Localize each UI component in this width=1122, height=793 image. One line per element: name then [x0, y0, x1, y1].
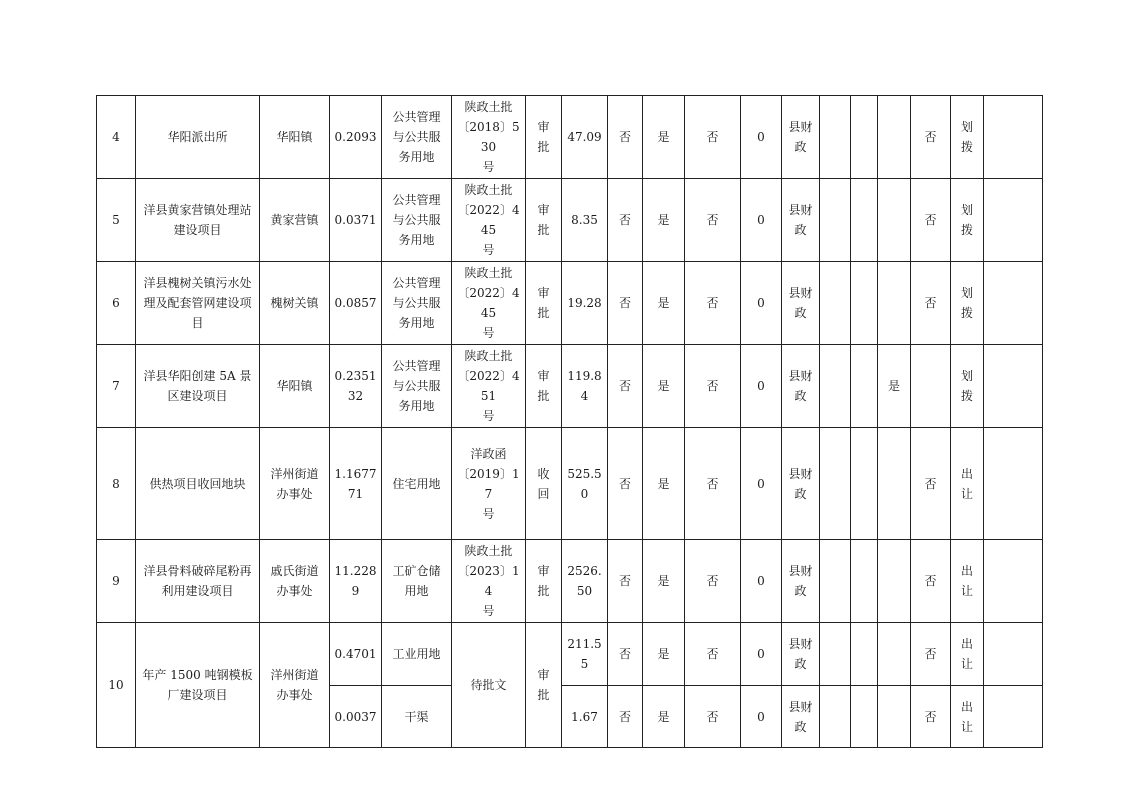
cell-e3	[878, 428, 911, 540]
cell-e3	[878, 540, 911, 623]
cell-empty	[820, 428, 851, 540]
cell-area: 0.2351 32	[330, 345, 382, 428]
cell-c1: 否	[608, 345, 643, 428]
cell-approval-doc: 陕政土批 〔2022〕451 号	[452, 345, 526, 428]
cell-approval-doc: 陕政土批 〔2023〕14 号	[452, 540, 526, 623]
cell-empty	[851, 179, 878, 262]
cell-approval-doc: 洋政函 〔2019〕17 号	[452, 428, 526, 540]
cell-project-name: 洋县槐树关镇污水处 理及配套管网建设项 目	[136, 262, 260, 345]
cell-c3: 否	[685, 179, 741, 262]
cell-e3	[878, 96, 911, 179]
cell-fund-source: 县财 政	[782, 623, 820, 686]
cell-c2: 是	[643, 345, 685, 428]
cell-land-use: 干渠	[382, 686, 452, 748]
cell-e4: 否	[911, 179, 951, 262]
cell-town: 黄家营镇	[260, 179, 330, 262]
cell-supply-method: 划 拨	[951, 345, 984, 428]
cell-fund-source: 县财 政	[782, 428, 820, 540]
cell-fund-source: 县财 政	[782, 96, 820, 179]
cell-town: 华阳镇	[260, 345, 330, 428]
cell-town: 华阳镇	[260, 96, 330, 179]
cell-e3	[878, 262, 911, 345]
cell-town: 洋州街道 办事处	[260, 623, 330, 748]
cell-fund-source: 县财 政	[782, 540, 820, 623]
cell-c2: 是	[643, 686, 685, 748]
cell-c2: 是	[643, 428, 685, 540]
cell-no: 10	[97, 623, 136, 748]
cell-c3: 否	[685, 623, 741, 686]
cell-empty	[984, 262, 1043, 345]
cell-supply-method: 划 拨	[951, 179, 984, 262]
cell-e4: 否	[911, 262, 951, 345]
cell-fund-source: 县财 政	[782, 262, 820, 345]
cell-fund-source: 县财 政	[782, 686, 820, 748]
cell-c1: 否	[608, 179, 643, 262]
cell-c3: 否	[685, 96, 741, 179]
table-row	[97, 540, 1043, 623]
cell-e4: 否	[911, 96, 951, 179]
cell-amount: 8.35	[562, 179, 608, 262]
cell-empty	[984, 96, 1043, 179]
cell-c3: 否	[685, 345, 741, 428]
cell-project-name: 华阳派出所	[136, 96, 260, 179]
cell-no: 5	[97, 179, 136, 262]
cell-supply-method: 划 拨	[951, 262, 984, 345]
cell-project-name: 供热项目收回地块	[136, 428, 260, 540]
cell-amount: 119.8 4	[562, 345, 608, 428]
table-row	[97, 345, 1043, 428]
cell-e4: 否	[911, 686, 951, 748]
table-row	[97, 96, 1043, 179]
cell-town: 槐树关镇	[260, 262, 330, 345]
cell-empty	[820, 179, 851, 262]
cell-e3	[878, 686, 911, 748]
cell-area: 0.4701	[330, 623, 382, 686]
cell-area: 0.2093	[330, 96, 382, 179]
cell-project-name: 洋县黄家营镇处理站 建设项目	[136, 179, 260, 262]
cell-e3	[878, 179, 911, 262]
cell-e3: 是	[878, 345, 911, 428]
table-row	[97, 623, 1043, 686]
cell-approval-doc: 待批文	[452, 623, 526, 748]
table-row	[97, 428, 1043, 540]
table-row	[97, 179, 1043, 262]
cell-area: 0.0371	[330, 179, 382, 262]
cell-supply-method: 划 拨	[951, 96, 984, 179]
cell-amount: 2526. 50	[562, 540, 608, 623]
cell-land-use: 公共管理 与公共服 务用地	[382, 345, 452, 428]
cell-empty	[851, 428, 878, 540]
cell-land-use: 公共管理 与公共服 务用地	[382, 96, 452, 179]
cell-approval-type: 审 批	[526, 540, 562, 623]
cell-c1: 否	[608, 428, 643, 540]
cell-fund-source: 县财 政	[782, 179, 820, 262]
cell-c2: 是	[643, 96, 685, 179]
cell-empty	[820, 96, 851, 179]
cell-c4: 0	[741, 686, 782, 748]
cell-amount: 1.67	[562, 686, 608, 748]
cell-c2: 是	[643, 623, 685, 686]
cell-project-name: 洋县骨料破碎尾粉再 利用建设项目	[136, 540, 260, 623]
cell-empty	[851, 345, 878, 428]
cell-approval-type: 审 批	[526, 96, 562, 179]
cell-amount: 47.09	[562, 96, 608, 179]
cell-c1: 否	[608, 623, 643, 686]
cell-area: 11.228 9	[330, 540, 382, 623]
cell-approval-doc: 陕政土批 〔2022〕445 号	[452, 179, 526, 262]
cell-approval-doc: 陕政土批 〔2022〕445 号	[452, 262, 526, 345]
cell-c3: 否	[685, 262, 741, 345]
cell-empty	[984, 540, 1043, 623]
cell-c4: 0	[741, 345, 782, 428]
cell-empty	[851, 540, 878, 623]
cell-supply-method: 出 让	[951, 540, 984, 623]
cell-c2: 是	[643, 179, 685, 262]
cell-no: 4	[97, 96, 136, 179]
cell-supply-method: 出 让	[951, 428, 984, 540]
cell-c3: 否	[685, 540, 741, 623]
cell-no: 7	[97, 345, 136, 428]
cell-c4: 0	[741, 96, 782, 179]
cell-land-use: 公共管理 与公共服 务用地	[382, 179, 452, 262]
cell-area: 0.0857	[330, 262, 382, 345]
cell-c1: 否	[608, 262, 643, 345]
cell-empty	[851, 623, 878, 686]
cell-area: 1.1677 71	[330, 428, 382, 540]
cell-no: 9	[97, 540, 136, 623]
cell-approval-type: 审 批	[526, 623, 562, 748]
cell-approval-type: 审 批	[526, 262, 562, 345]
cell-supply-method: 出 让	[951, 623, 984, 686]
cell-land-use: 公共管理 与公共服 务用地	[382, 262, 452, 345]
cell-c1: 否	[608, 686, 643, 748]
cell-town: 戚氏街道 办事处	[260, 540, 330, 623]
cell-c4: 0	[741, 179, 782, 262]
cell-e3	[878, 623, 911, 686]
cell-amount: 525.5 0	[562, 428, 608, 540]
cell-c1: 否	[608, 96, 643, 179]
cell-empty	[851, 262, 878, 345]
cell-c1: 否	[608, 540, 643, 623]
cell-empty	[984, 179, 1043, 262]
cell-c2: 是	[643, 540, 685, 623]
cell-empty	[820, 686, 851, 748]
cell-no: 6	[97, 262, 136, 345]
cell-amount: 211.5 5	[562, 623, 608, 686]
cell-empty	[820, 540, 851, 623]
cell-c3: 否	[685, 686, 741, 748]
cell-empty	[851, 686, 878, 748]
cell-land-use: 工业用地	[382, 623, 452, 686]
cell-c4: 0	[741, 540, 782, 623]
land-use-table	[96, 95, 1043, 748]
cell-approval-type: 审 批	[526, 345, 562, 428]
cell-e4	[911, 345, 951, 428]
cell-e4: 否	[911, 623, 951, 686]
cell-empty	[820, 623, 851, 686]
cell-amount: 19.28	[562, 262, 608, 345]
cell-no: 8	[97, 428, 136, 540]
cell-c3: 否	[685, 428, 741, 540]
cell-land-use: 住宅用地	[382, 428, 452, 540]
cell-c4: 0	[741, 428, 782, 540]
cell-c4: 0	[741, 623, 782, 686]
cell-c2: 是	[643, 262, 685, 345]
cell-project-name: 年产 1500 吨钢模板 厂建设项目	[136, 623, 260, 748]
table-row	[97, 262, 1043, 345]
cell-empty	[820, 262, 851, 345]
cell-fund-source: 县财 政	[782, 345, 820, 428]
cell-empty	[984, 686, 1043, 748]
cell-town: 洋州街道 办事处	[260, 428, 330, 540]
cell-project-name: 洋县华阳创建 5A 景 区建设项目	[136, 345, 260, 428]
cell-e4: 否	[911, 540, 951, 623]
cell-area: 0.0037	[330, 686, 382, 748]
cell-empty	[984, 428, 1043, 540]
cell-approval-type: 收 回	[526, 428, 562, 540]
cell-approval-type: 审 批	[526, 179, 562, 262]
cell-approval-doc: 陕政土批 〔2018〕530 号	[452, 96, 526, 179]
cell-land-use: 工矿仓储 用地	[382, 540, 452, 623]
cell-empty	[820, 345, 851, 428]
cell-e4: 否	[911, 428, 951, 540]
cell-empty	[984, 345, 1043, 428]
cell-c4: 0	[741, 262, 782, 345]
cell-supply-method: 出 让	[951, 686, 984, 748]
cell-empty	[851, 96, 878, 179]
cell-empty	[984, 623, 1043, 686]
